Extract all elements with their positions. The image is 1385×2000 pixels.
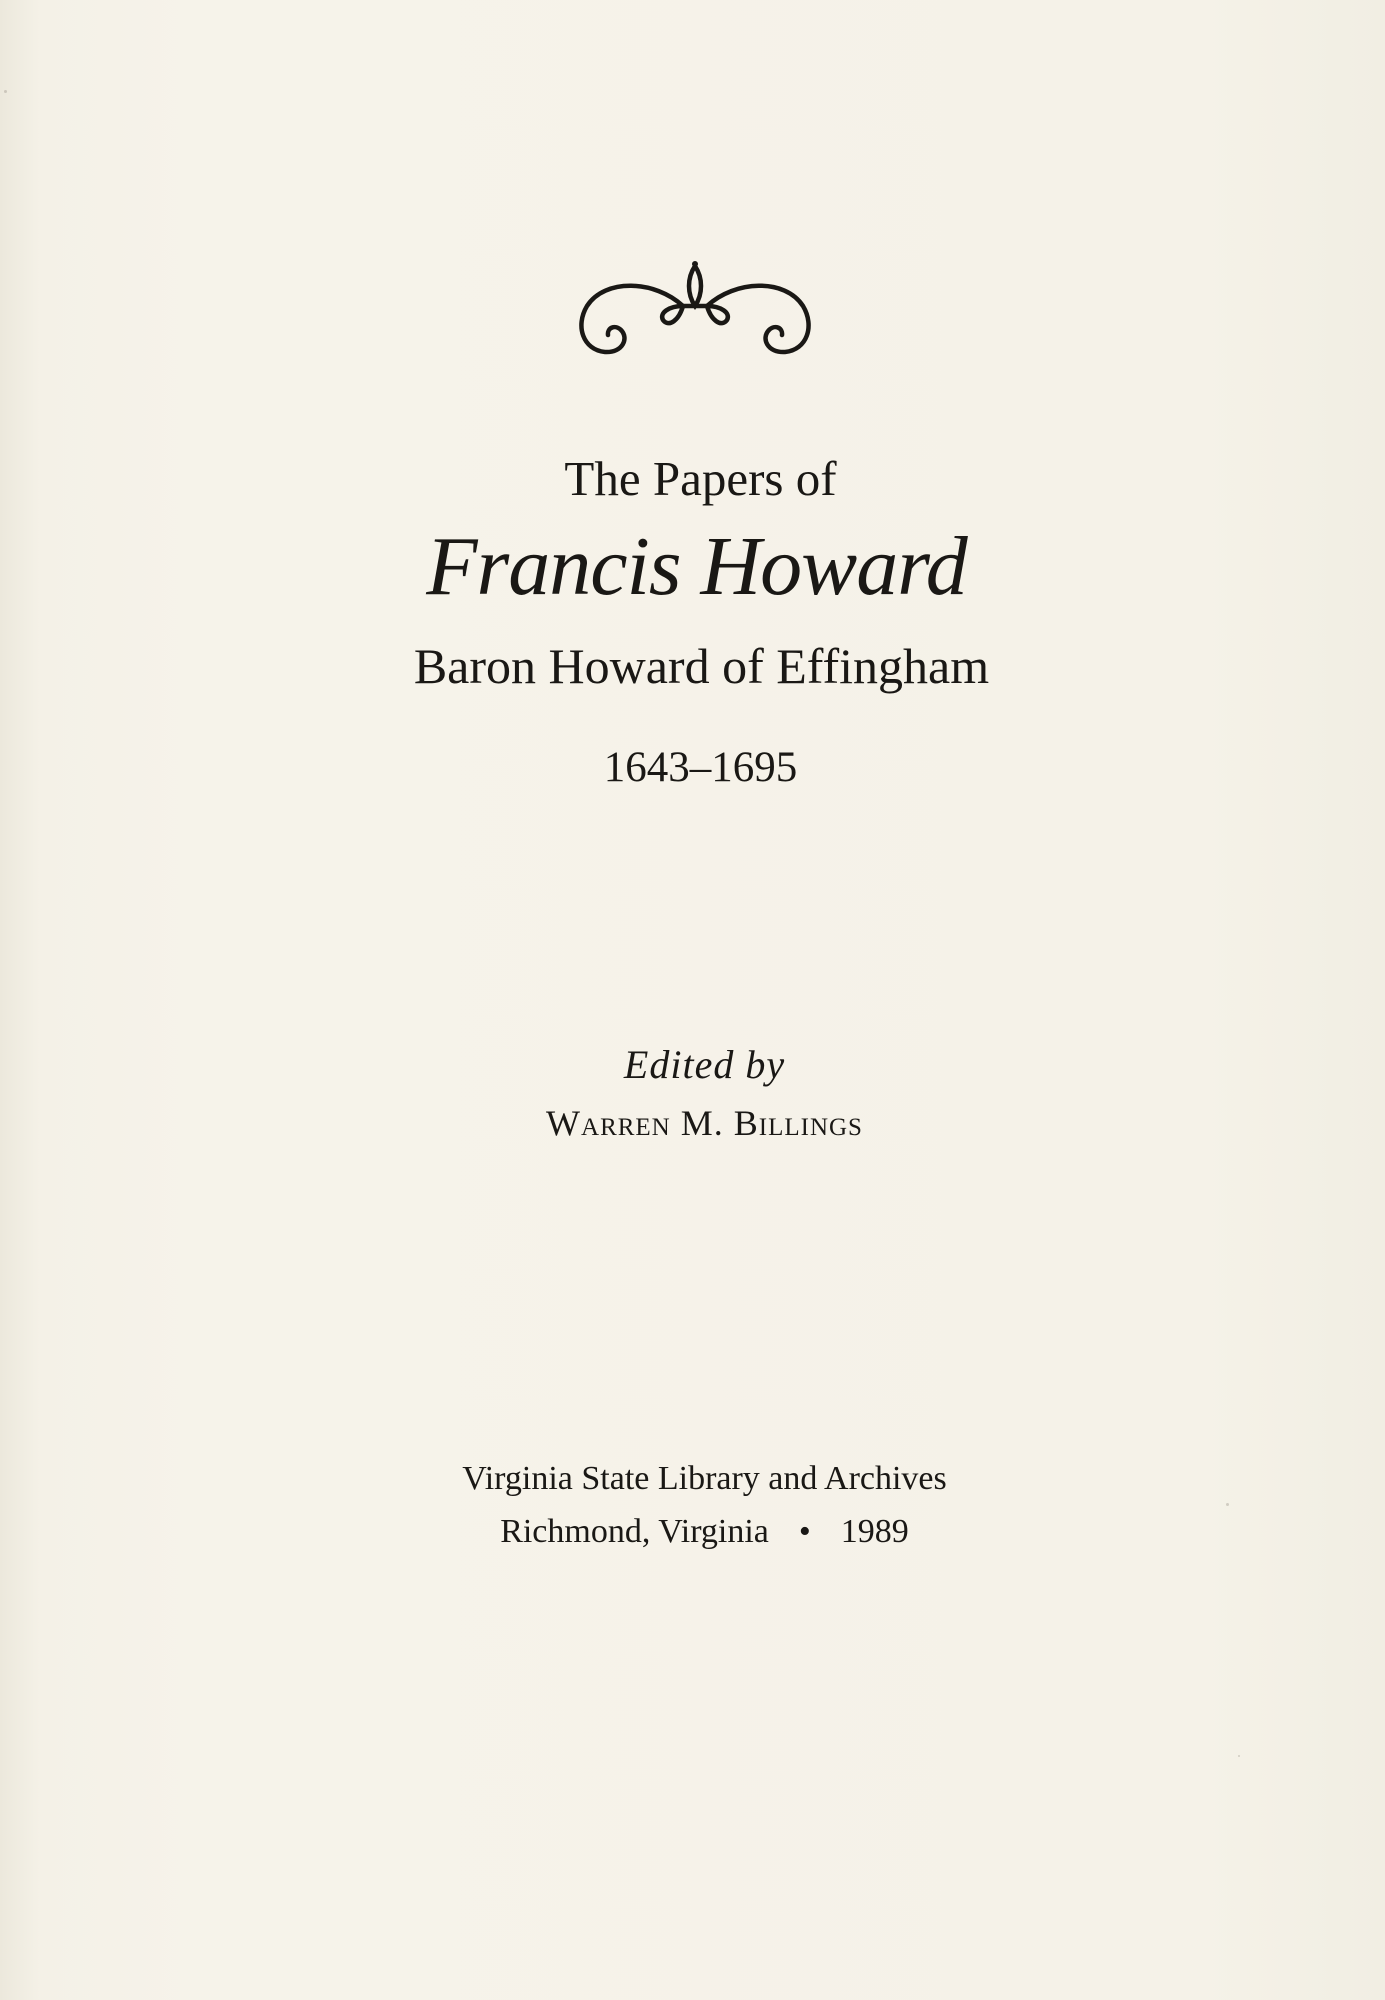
title-name: Francis Howard bbox=[426, 520, 967, 613]
edited-by-label: Edited by bbox=[623, 1042, 786, 1087]
paper-speck bbox=[1226, 1503, 1229, 1506]
paper-speck bbox=[1238, 1755, 1240, 1757]
imprint-line bbox=[12, 1513, 1385, 1551]
publication-year: 1989 bbox=[840, 1513, 909, 1550]
title-subtitle: Baron Howard of Effingham bbox=[413, 638, 990, 694]
bullet-separator: • bbox=[798, 1513, 811, 1550]
paper-speck bbox=[4, 90, 7, 93]
title-prefix: The Papers of bbox=[564, 451, 837, 506]
publisher-name: Virginia State Library and Archives bbox=[462, 1460, 947, 1497]
scroll-flourish-icon bbox=[575, 258, 815, 368]
title-years: 1643–1695 bbox=[603, 744, 798, 791]
publication-place: Richmond, Virginia bbox=[500, 1513, 769, 1550]
editor-name: Warren M. Billings bbox=[546, 1103, 863, 1143]
